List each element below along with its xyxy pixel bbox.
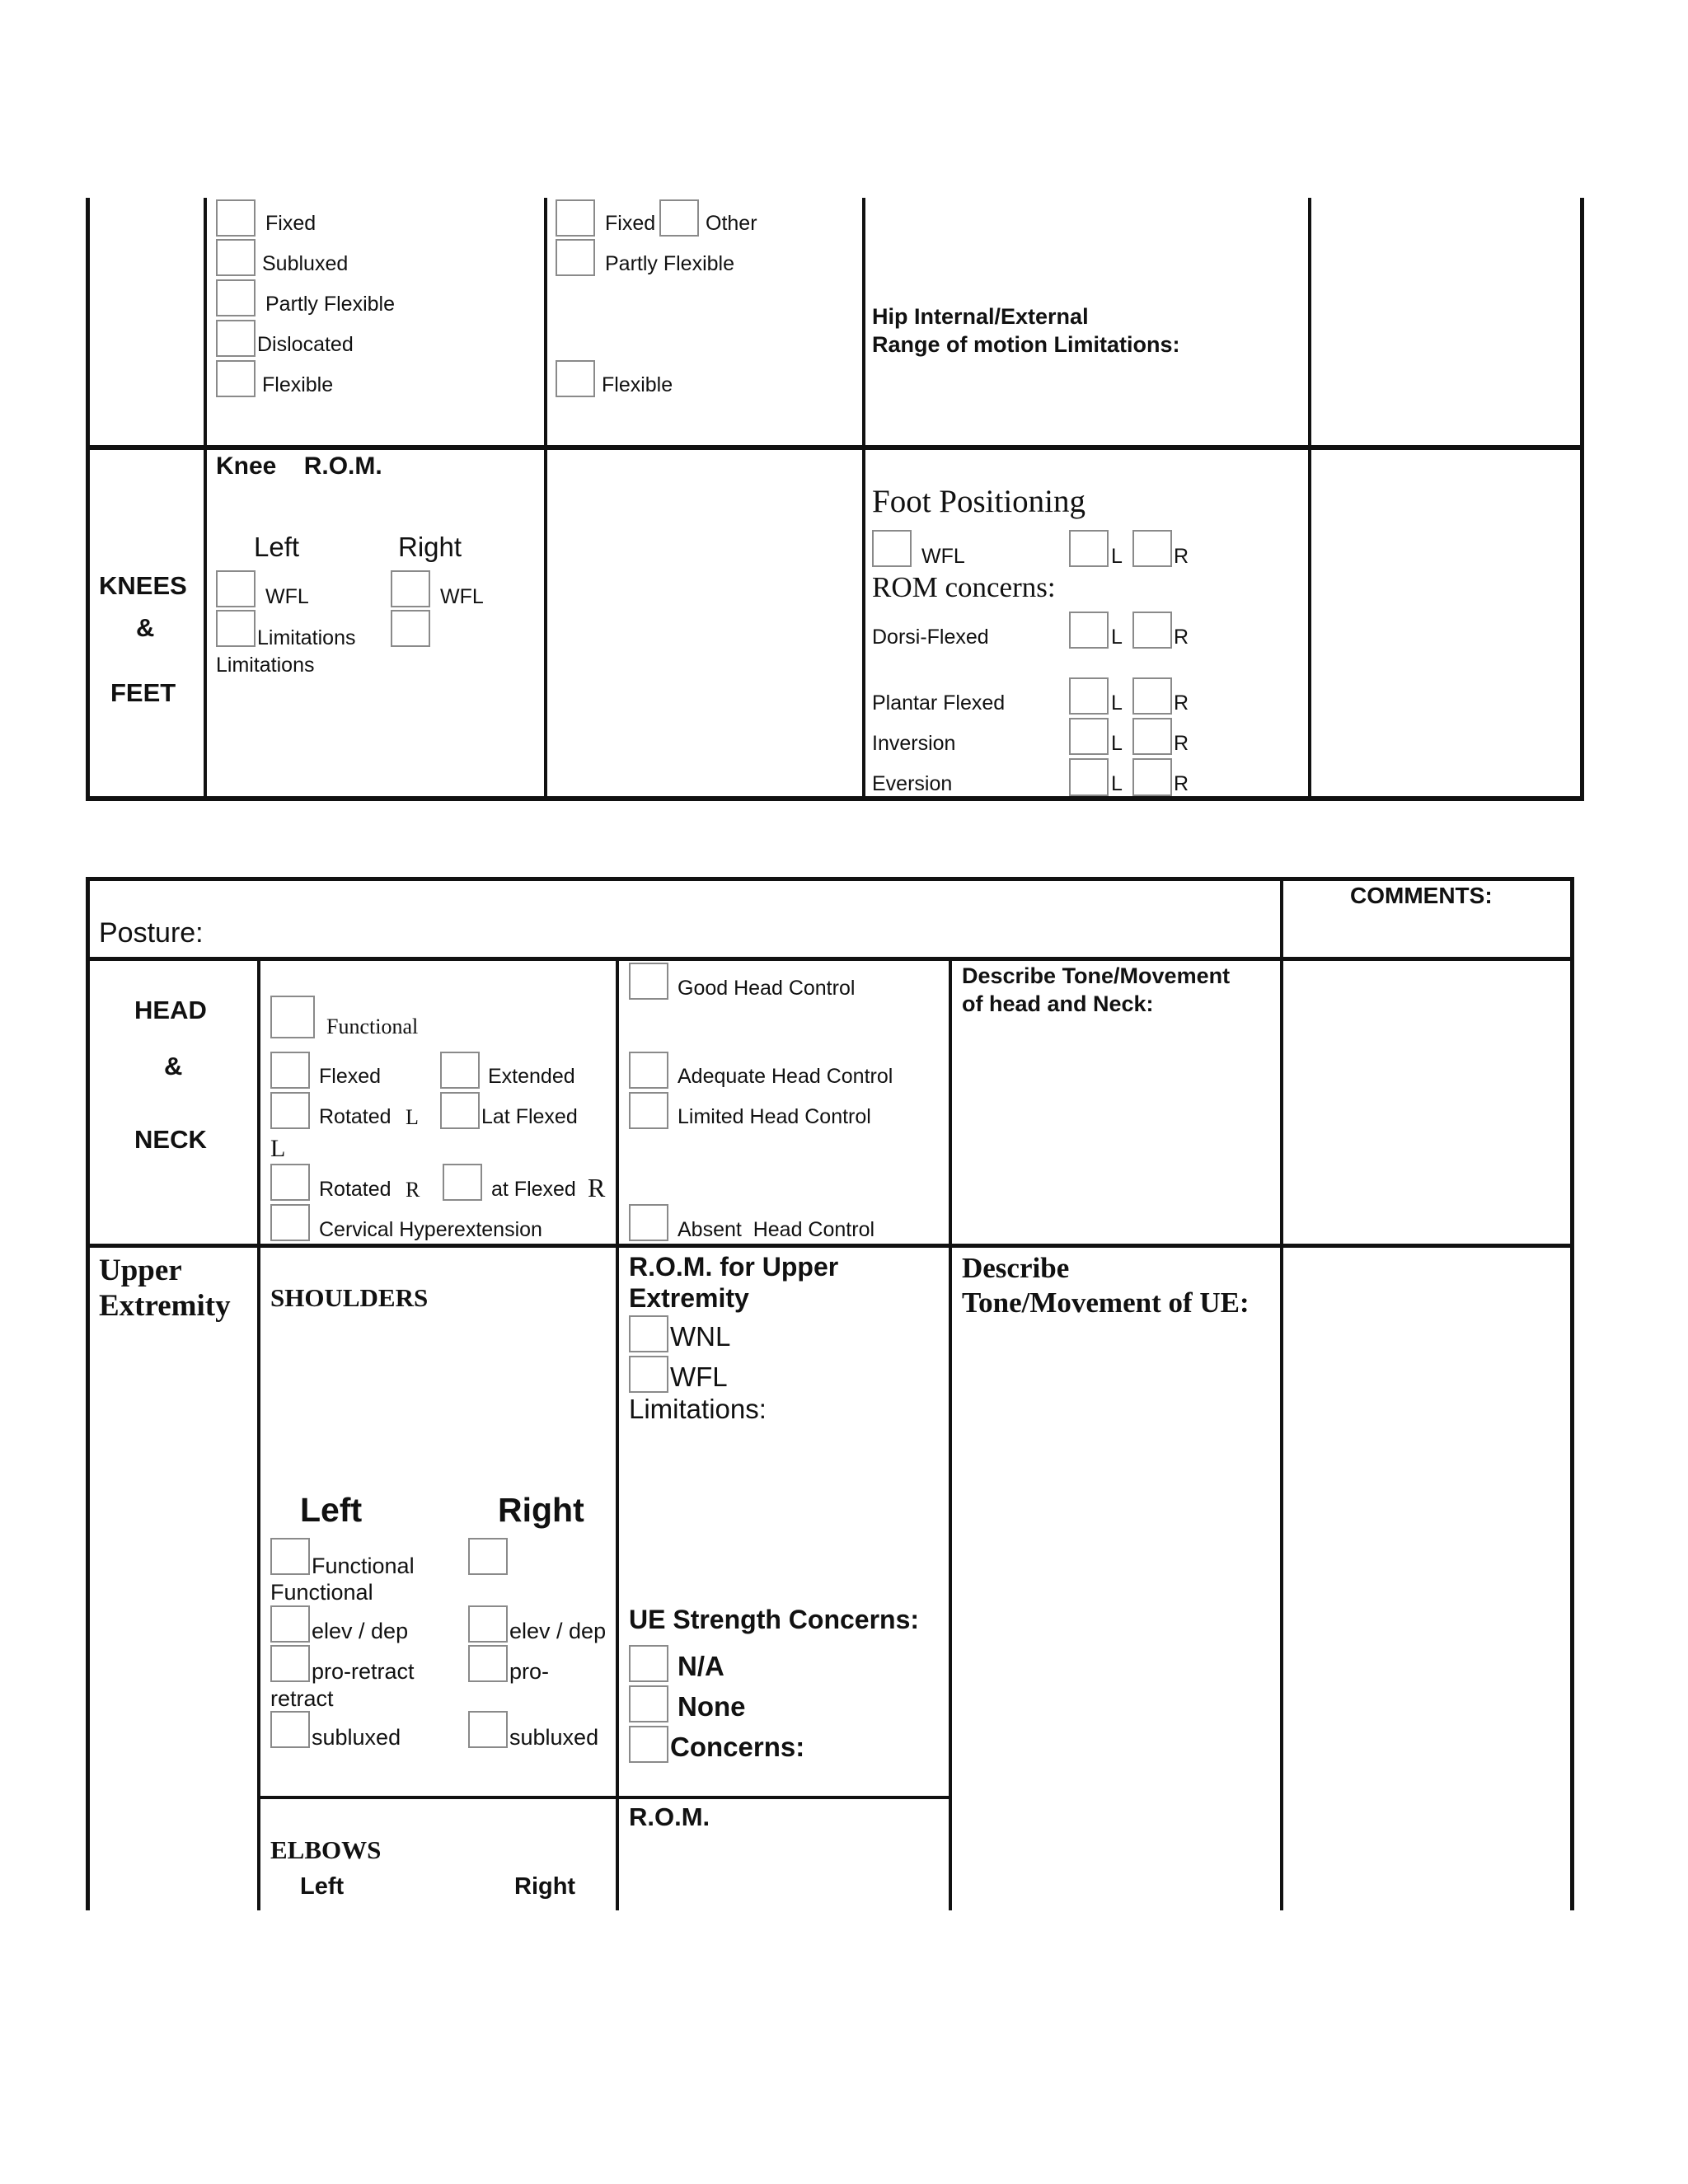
foot-wfl-l-label: L — [1111, 545, 1123, 568]
knee-right-limitations-checkbox[interactable] — [391, 610, 430, 647]
shoulder-right-functional-checkbox[interactable] — [468, 1538, 508, 1575]
head-col-divider — [616, 957, 619, 1910]
head-functional-checkbox[interactable] — [270, 996, 315, 1038]
foot-wfl-r-checkbox[interactable] — [1132, 530, 1172, 567]
shoulders-row-divider — [257, 1796, 952, 1799]
hip2-flexible-label: Flexible — [602, 373, 673, 396]
foot-inversion-l-label: L — [1111, 732, 1123, 755]
hip-subluxed-checkbox[interactable] — [216, 239, 256, 276]
hip2-fixed-checkbox[interactable] — [556, 199, 595, 237]
foot-plantar-r-label: R — [1174, 691, 1189, 715]
head-rotated-r-checkbox[interactable] — [270, 1164, 310, 1201]
shoulder-left-subluxed-checkbox[interactable] — [270, 1711, 310, 1748]
head-rotated-r-suffix: R — [406, 1178, 420, 1202]
head-label: HEAD — [134, 996, 207, 1024]
foot-inversion-l-checkbox[interactable] — [1069, 718, 1109, 755]
head-cervical-checkbox[interactable] — [270, 1204, 310, 1241]
head-rotated-r-label: Rotated — [319, 1178, 392, 1201]
bottom-table-right-border — [1570, 877, 1574, 1910]
elbows-right-heading: Right — [514, 1873, 576, 1900]
foot-plantar-label: Plantar Flexed — [872, 691, 1006, 715]
head-ampersand: & — [164, 1052, 183, 1080]
head-rotated-l-checkbox[interactable] — [270, 1092, 310, 1129]
top-table-col-divider — [204, 198, 207, 801]
rom-ue-limitations-label: Limitations: — [629, 1394, 767, 1424]
foot-dorsi-r-label: R — [1174, 626, 1189, 649]
shoulder-left-subluxed-label: subluxed — [312, 1725, 401, 1750]
ue-strength-concerns-label: Concerns: — [670, 1732, 805, 1762]
hip2-other-checkbox[interactable] — [659, 199, 699, 237]
foot-plantar-l-checkbox[interactable] — [1069, 677, 1109, 715]
top-table-col-divider — [862, 198, 865, 801]
knee-limitations-wrap: Limitations — [216, 654, 315, 677]
foot-eversion-l-checkbox[interactable] — [1069, 758, 1109, 796]
shoulder-right-pro-label: pro- — [509, 1659, 550, 1684]
upper-extremity-label: Upper — [99, 1254, 182, 1287]
shoulder-right-pro-checkbox[interactable] — [468, 1645, 508, 1682]
hip-rom-heading: Hip Internal/External — [872, 304, 1089, 329]
limited-head-control-checkbox[interactable] — [629, 1092, 668, 1129]
hip-fixed-label: Fixed — [265, 212, 316, 235]
knee-left-heading: Left — [254, 532, 300, 562]
shoulder-left-pro-label: pro-retract — [312, 1659, 415, 1684]
foot-dorsi-l-checkbox[interactable] — [1069, 612, 1109, 649]
foot-dorsi-label: Dorsi-Flexed — [872, 626, 989, 649]
head-row-divider — [86, 1244, 1574, 1248]
foot-plantar-l-label: L — [1111, 691, 1123, 715]
foot-wfl-r-label: R — [1174, 545, 1189, 568]
hip-flexible-label: Flexible — [262, 373, 334, 396]
shoulder-left-functional-label: Functional — [312, 1554, 415, 1578]
hip2-fixed-label: Fixed — [605, 212, 656, 235]
adequate-head-control-label: Adequate Head Control — [678, 1065, 893, 1088]
bottom-table-top-border — [86, 877, 1574, 881]
head-at-flexed-suffix: R — [588, 1173, 606, 1202]
describe-head-heading-line2: of head and Neck: — [962, 991, 1154, 1016]
shoulder-left-elev-label: elev / dep — [312, 1619, 409, 1643]
hip2-partly-flexible-label: Partly Flexible — [605, 252, 734, 275]
comments-label: COMMENTS: — [1350, 883, 1493, 908]
knee-left-limitations-label: Limitations — [257, 626, 356, 649]
rom-ue-heading: R.O.M. for Upper — [629, 1252, 839, 1282]
head-at-flexed-label: at Flexed — [491, 1178, 576, 1201]
foot-inversion-r-checkbox[interactable] — [1132, 718, 1172, 755]
feet-label: FEET — [110, 678, 176, 707]
rom-heading: R.O.M. — [629, 1802, 710, 1831]
hip-dislocated-label: Dislocated — [257, 333, 354, 356]
shoulder-right-subluxed-checkbox[interactable] — [468, 1711, 508, 1748]
foot-inversion-label: Inversion — [872, 732, 956, 755]
foot-dorsi-l-label: L — [1111, 626, 1123, 649]
top-table-left-border — [86, 198, 90, 801]
ue-strength-none-label: None — [678, 1691, 746, 1722]
head-cervical-label: Cervical Hyperextension — [319, 1218, 542, 1241]
hip-subluxed-label: Subluxed — [262, 252, 349, 275]
head-l-wrap: L — [270, 1135, 286, 1162]
hip-partly-flexible-checkbox[interactable] — [216, 279, 256, 316]
ue-strength-concerns-checkbox[interactable] — [629, 1726, 668, 1763]
head-flexed-label: Flexed — [319, 1065, 382, 1088]
elbows-left-heading: Left — [300, 1873, 345, 1900]
shoulders-left-heading: Left — [300, 1491, 363, 1529]
head-extended-label: Extended — [488, 1065, 575, 1088]
shoulders-right-heading: Right — [498, 1491, 584, 1529]
hip-flexible-checkbox[interactable] — [216, 360, 256, 397]
head-at-flexed-checkbox[interactable] — [443, 1164, 482, 1201]
shoulder-right-elev-label: elev / dep — [509, 1619, 607, 1643]
top-table-col-divider — [544, 198, 547, 801]
ue-strength-heading: UE Strength Concerns: — [629, 1605, 920, 1634]
shoulder-functional-wrap: Functional — [270, 1580, 373, 1605]
posture-label: Posture: — [99, 917, 204, 949]
foot-positioning-title: Foot Positioning — [872, 484, 1085, 519]
elbows-title: ELBOWS — [270, 1835, 382, 1864]
hip2-flexible-checkbox[interactable] — [556, 360, 595, 397]
ue-strength-none-checkbox[interactable] — [629, 1685, 668, 1722]
rom-ue-wnl-label: WNL — [670, 1321, 731, 1352]
shoulder-left-functional-checkbox[interactable] — [270, 1538, 310, 1575]
knees-ampersand: & — [136, 613, 155, 642]
top-table-col-divider — [1308, 198, 1311, 801]
shoulder-left-elev-checkbox[interactable] — [270, 1605, 310, 1643]
limited-head-control-label: Limited Head Control — [678, 1105, 871, 1128]
head-rotated-l-suffix: L — [406, 1105, 419, 1129]
good-head-control-label: Good Head Control — [678, 977, 856, 1000]
knee-right-wfl-checkbox[interactable] — [391, 570, 430, 607]
foot-wfl-label: WFL — [921, 545, 965, 568]
shoulder-right-subluxed-label: subluxed — [509, 1725, 599, 1750]
hip-dislocated-checkbox[interactable] — [216, 320, 256, 357]
head-functional-label: Functional — [326, 1015, 419, 1038]
knee-left-limitations-checkbox[interactable] — [216, 610, 256, 647]
knees-label: KNEES — [99, 571, 187, 600]
foot-eversion-r-label: R — [1174, 772, 1189, 795]
describe-ue-heading: Describe — [962, 1252, 1070, 1284]
foot-wfl-l-checkbox[interactable] — [1069, 530, 1109, 567]
top-table-right-border — [1580, 198, 1584, 801]
absent-head-control-label: Absent Head Control — [678, 1218, 875, 1241]
knee-right-wfl-label: WFL — [440, 585, 484, 608]
knee-left-wfl-label: WFL — [265, 585, 309, 608]
knee-left-wfl-checkbox[interactable] — [216, 570, 256, 607]
hip-partly-flexible-label: Partly Flexible — [265, 293, 395, 316]
ue-strength-na-checkbox[interactable] — [629, 1645, 668, 1682]
describe-ue-heading-line2: Tone/Movement of UE: — [962, 1286, 1250, 1319]
shoulder-pro-wrap: retract — [270, 1686, 334, 1711]
adequate-head-control-checkbox[interactable] — [629, 1052, 668, 1089]
shoulders-title: SHOULDERS — [270, 1283, 429, 1312]
absent-head-control-checkbox[interactable] — [629, 1204, 668, 1241]
neck-label: NECK — [134, 1125, 207, 1154]
head-rotated-l-label: Rotated — [319, 1105, 392, 1128]
shoulder-left-pro-checkbox[interactable] — [270, 1645, 310, 1682]
control-col-divider — [949, 957, 952, 1910]
bottom-table-left-border — [86, 877, 90, 1910]
foot-eversion-r-checkbox[interactable] — [1132, 758, 1172, 796]
rom-ue-wfl-label: WFL — [670, 1361, 728, 1392]
upper-extremity-label-line2: Extremity — [99, 1289, 231, 1323]
shoulder-right-elev-checkbox[interactable] — [468, 1605, 508, 1643]
hip-fixed-checkbox[interactable] — [216, 199, 256, 237]
describe-head-heading: Describe Tone/Movement — [962, 963, 1231, 988]
hip2-other-label: Other — [706, 212, 757, 235]
head-extended-checkbox[interactable] — [440, 1052, 480, 1089]
posture-row-divider — [86, 957, 1574, 961]
ue-strength-na-label: N/A — [678, 1651, 724, 1681]
foot-plantar-r-checkbox[interactable] — [1132, 677, 1172, 715]
foot-rom-concerns: ROM concerns: — [872, 571, 1056, 603]
hip-rom-heading-line2: Range of motion Limitations: — [872, 332, 1180, 357]
head-lat-flexed-label: Lat Flexed — [481, 1105, 578, 1128]
knee-rom-title: Knee R.O.M. — [216, 452, 382, 480]
top-table-bottom-border — [86, 796, 1584, 801]
foot-eversion-label: Eversion — [872, 772, 953, 795]
hip2-partly-flexible-checkbox[interactable] — [556, 239, 595, 276]
foot-eversion-l-label: L — [1111, 772, 1123, 795]
rom-ue-heading-line2: Extremity — [629, 1283, 749, 1313]
top-table-row-divider — [86, 445, 1584, 450]
head-flexed-checkbox[interactable] — [270, 1052, 310, 1089]
good-head-control-checkbox[interactable] — [629, 963, 668, 1000]
knee-right-heading: Right — [398, 532, 462, 562]
foot-inversion-r-label: R — [1174, 732, 1189, 755]
label-col-divider — [257, 957, 260, 1910]
rom-ue-wnl-checkbox[interactable] — [629, 1315, 668, 1352]
comments-col-divider — [1280, 877, 1283, 1910]
foot-dorsi-r-checkbox[interactable] — [1132, 612, 1172, 649]
foot-wfl-checkbox[interactable] — [872, 530, 912, 567]
rom-ue-wfl-checkbox[interactable] — [629, 1356, 668, 1393]
head-lat-flexed-checkbox[interactable] — [440, 1092, 480, 1129]
